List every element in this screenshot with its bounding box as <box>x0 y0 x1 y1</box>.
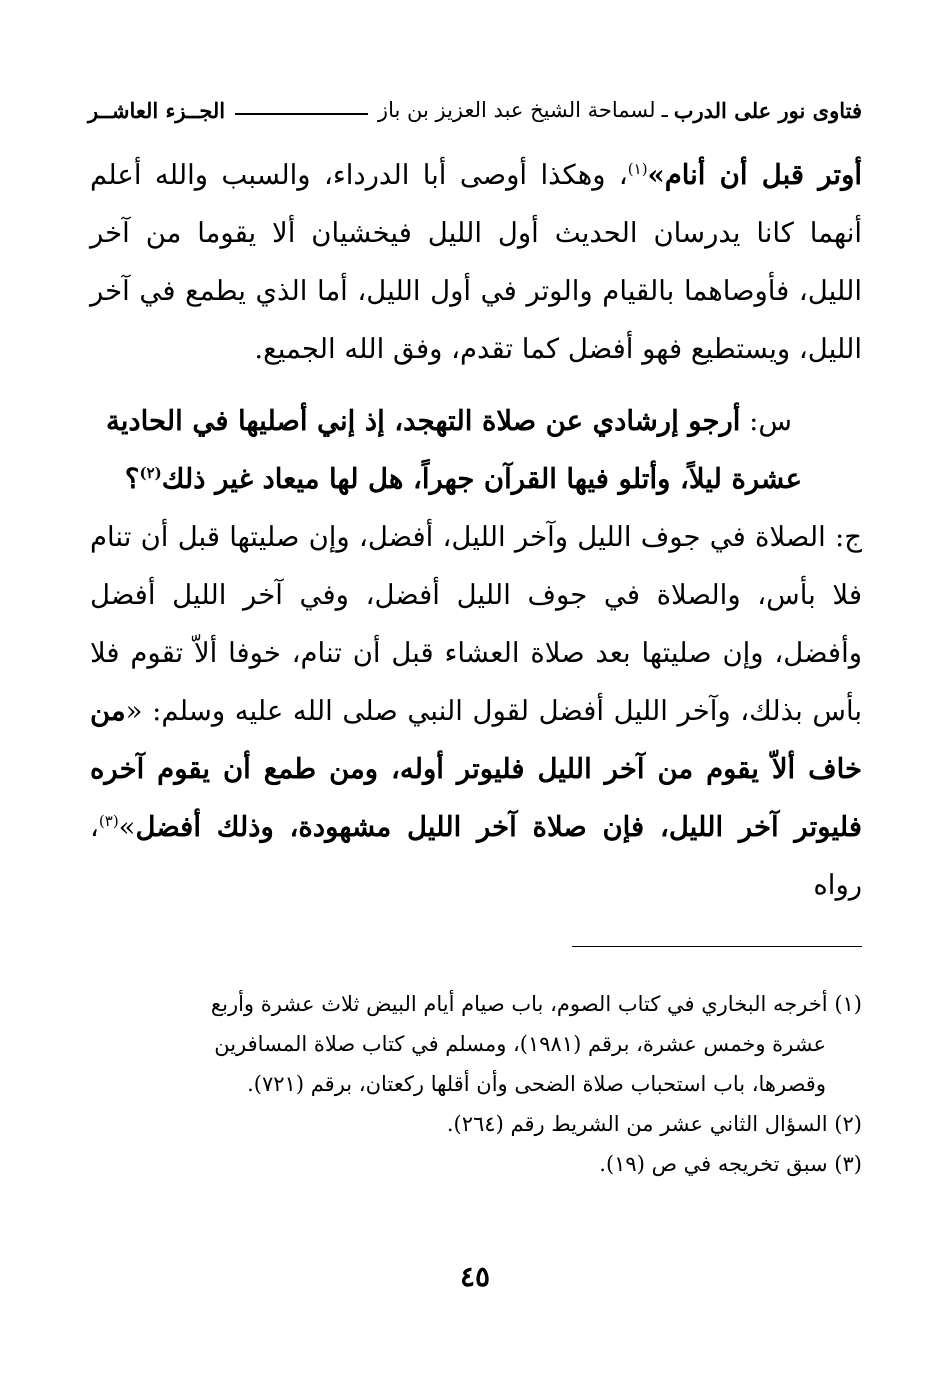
book-title: فتاوى نور على الدرب <box>673 97 862 123</box>
main-text <box>90 146 862 914</box>
footnote-ref-3: (٣) <box>98 811 119 830</box>
footnote-1-line-2: عشرة وخمس عشرة، برقم (١٩٨١)، ومسلم في كتاب صلاة المسافرين <box>214 1032 826 1056</box>
question-line-2: عشرة ليلاً، وأتلو فيها القرآن جهراً، هل لها ميعاد غير ذلك <box>161 463 802 495</box>
header-rule <box>235 113 368 115</box>
question-line-1: أرجو إرشادي عن صلاة التهجد، إذ إني أصليها في الحادية <box>106 405 741 437</box>
footnote-separator <box>572 946 862 947</box>
answer-text: ج: الصلاة في جوف الليل وآخر الليل، أفضل، وإن صليتها قبل أن تنام فلا بأس، والصلاة في جوف الليل أفضل، وفي آخر الليل أفضل وأفضل، وإن صليتها بعد صلاة العشاء قبل أن تنام، خوفا ألاّ تقوم فلا بأس بذلك، وآخر الليل أفضل لقول النبي صلى الله عليه وسلم: « <box>90 521 862 727</box>
paragraph-text: ، وهكذا أوصى أبا الدرداء، والسبب والله أعلم أنهما كانا يدرسان الحديث أول الليل فيخشيان ألا يقوما من آخر الليل، فأوصاهما بالقيام والوتر في أول الليل، أما الذي يطمع في آخر الليل، ويستطيع فهو أفضل كما تقدم، وفق الله الجميع. <box>90 159 862 365</box>
footnote-3 <box>100 1144 862 1184</box>
footnote-1-line-1: (١) أخرجه البخاري في كتاب الصوم، باب صيام أيام البيض ثلاث عشرة وأربع <box>210 992 862 1016</box>
footnote-1 <box>100 984 862 1104</box>
footnote-2-text: (٢) السؤال الثاني عشر من الشريط رقم (٢٦٤). <box>446 1112 862 1136</box>
header-dash: ـ <box>661 98 668 122</box>
footnotes <box>100 984 862 1184</box>
answer-tail: ، رواه <box>90 811 862 901</box>
footnote-3-text: (٣) سبق تخريجه في ص (١٩). <box>599 1152 862 1176</box>
answer-paragraph <box>90 508 862 914</box>
footnote-1-line-3: وقصرها، باب استحباب صلاة الضحى وأن أقلها ركعتان، برقم (٧٢١). <box>247 1072 826 1096</box>
question-label: س: <box>740 405 792 437</box>
question-mark: ؟ <box>124 463 140 495</box>
paragraph-continuation <box>90 146 862 378</box>
quote-end-bold: أوتر قبل أن أنام» <box>647 159 862 191</box>
footnote-ref-2: (٢) <box>139 463 162 482</box>
volume-label: الجــزء العاشــر <box>88 97 226 123</box>
hadith-close: » <box>118 811 136 843</box>
footnote-2 <box>100 1104 862 1144</box>
hadith-text: من خاف ألاّ يقوم من آخر الليل فليوتر أوله، ومن طمع أن يقوم آخره فليوتر آخر الليل، فإن صلاة آخر الليل مشهودة، وذلك أفضل <box>90 695 862 843</box>
footnote-ref-1: (١) <box>627 159 648 178</box>
running-header <box>88 90 862 130</box>
page-number: ٤٥ <box>459 1260 491 1293</box>
author-name: لسماحة الشيخ عبد العزيز بن باز <box>377 98 656 122</box>
question-paragraph <box>90 392 862 508</box>
